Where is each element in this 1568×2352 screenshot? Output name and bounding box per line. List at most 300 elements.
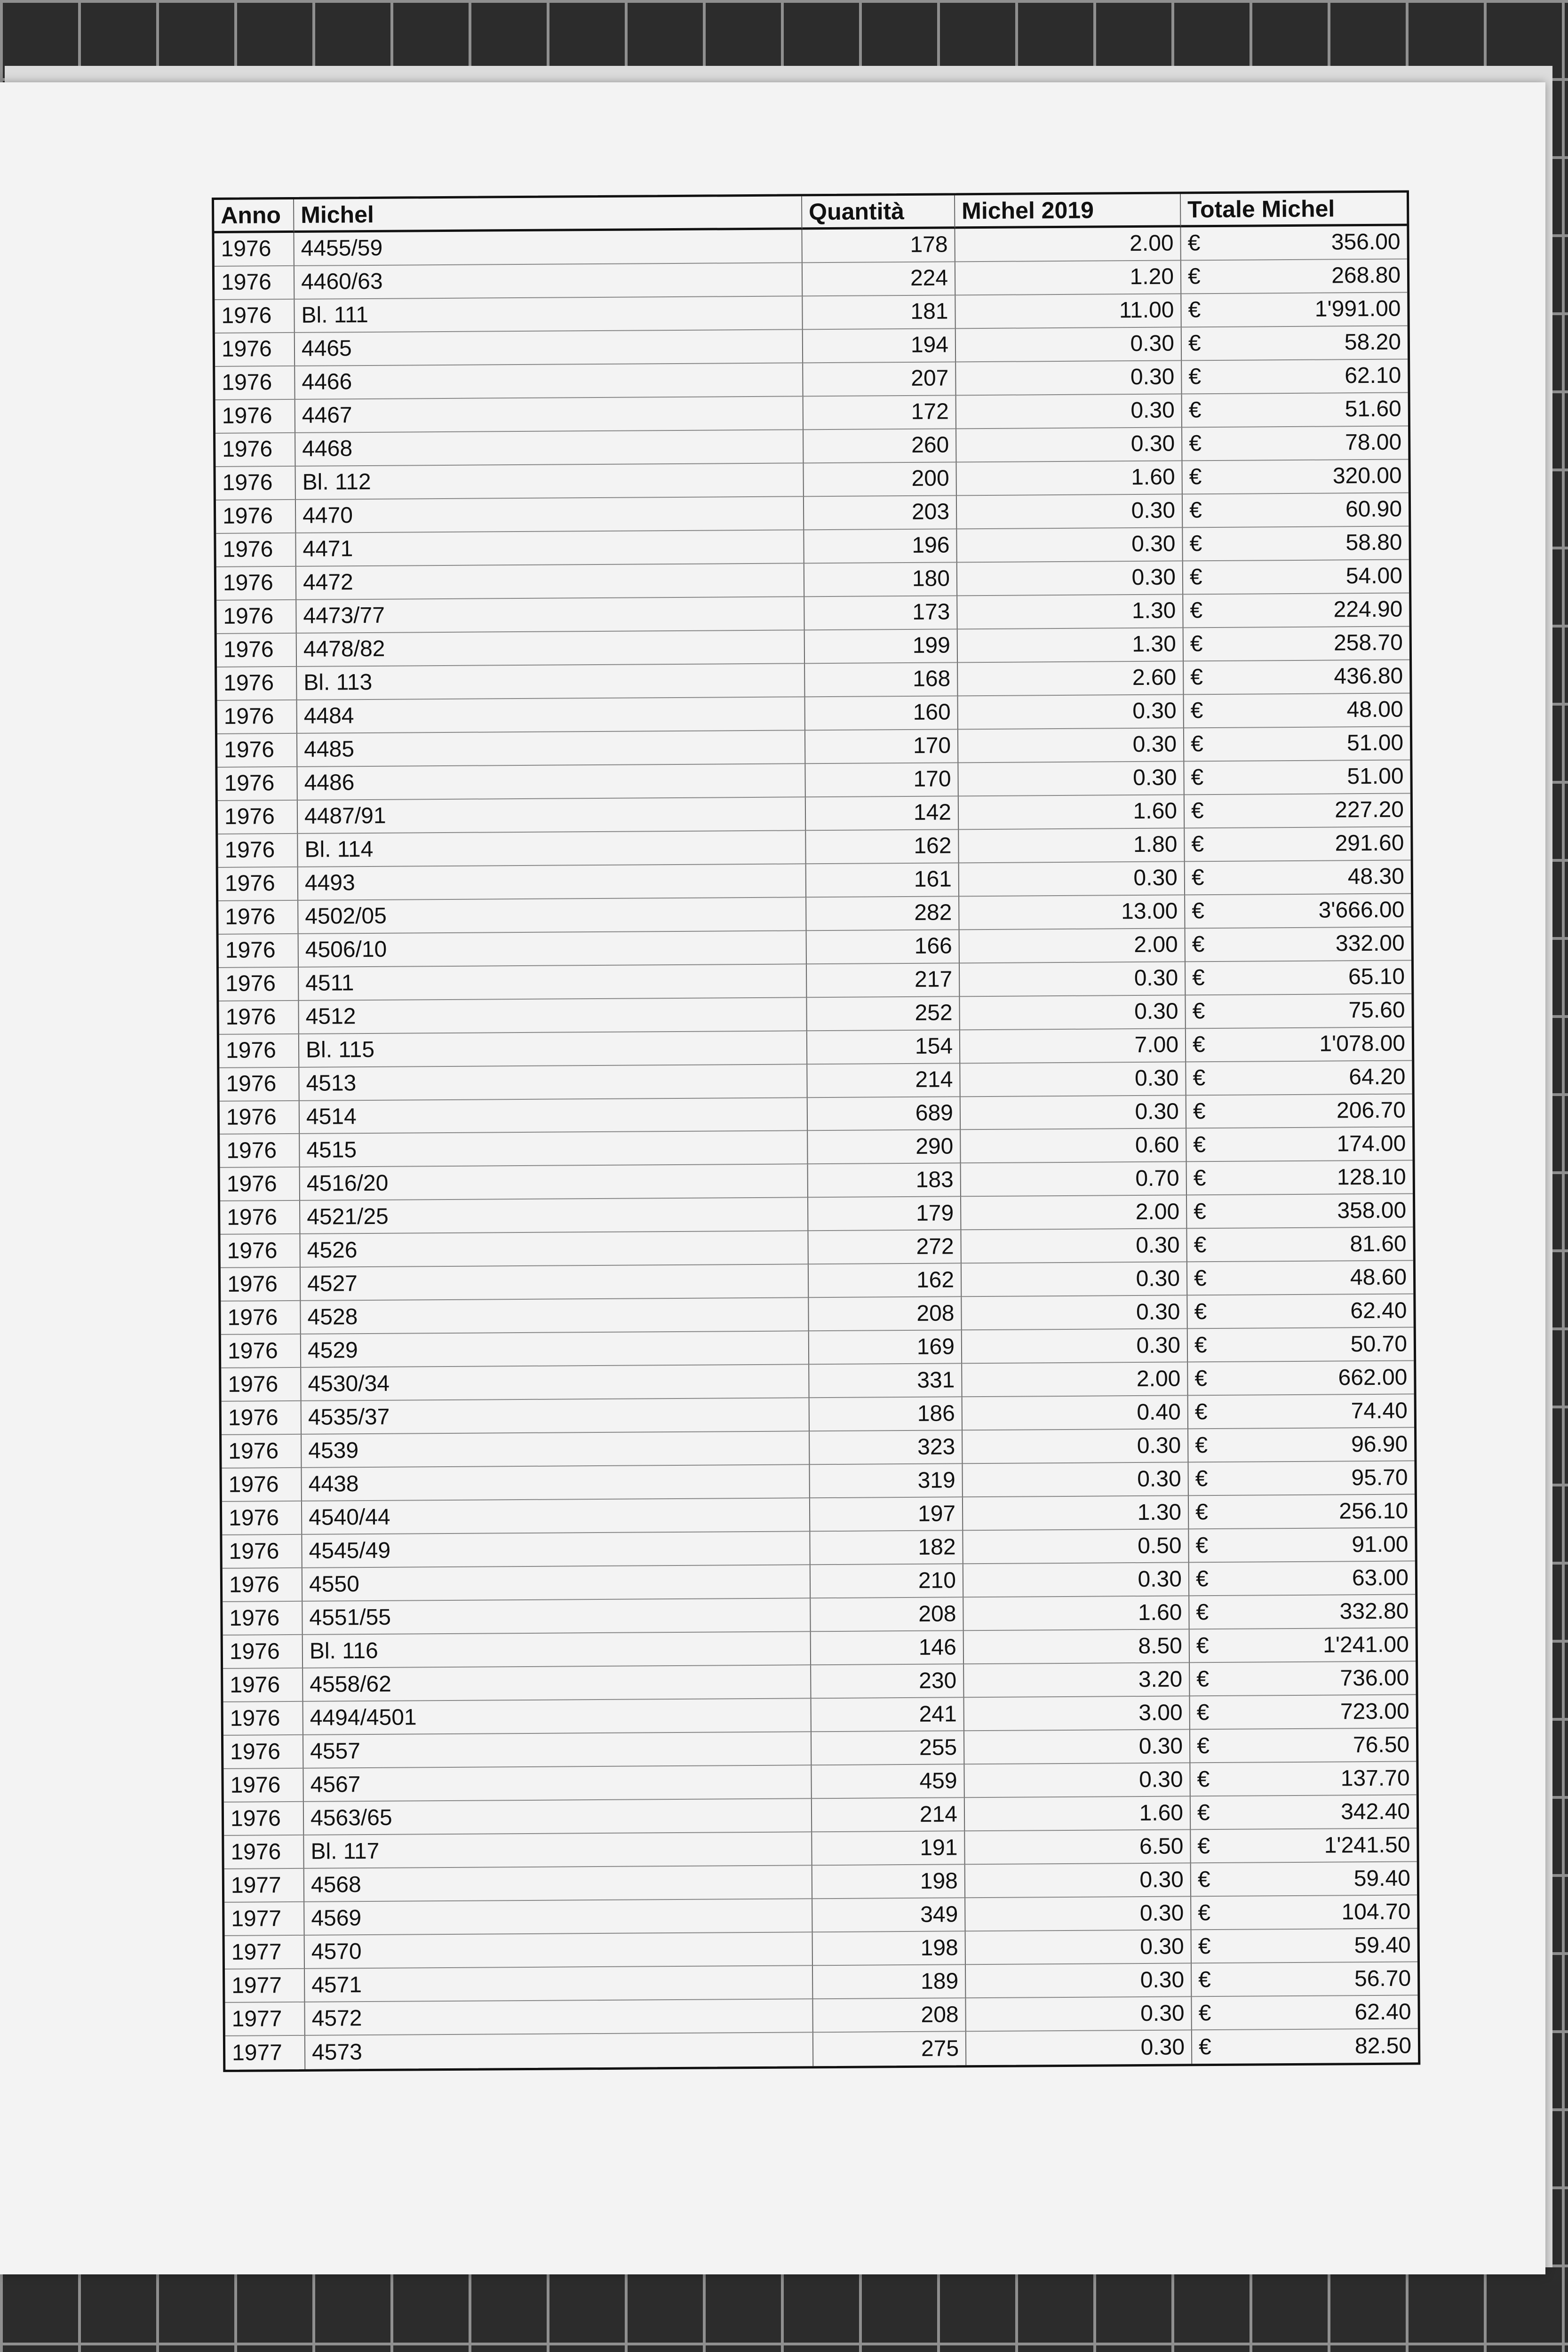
cell-quantita: 162 (806, 830, 959, 864)
total-value: 51.00 (1347, 763, 1404, 789)
total-value: 137.70 (1340, 1765, 1410, 1791)
currency-symbol: € (1197, 1867, 1210, 1892)
cell-michel: 4455/59 (294, 230, 802, 266)
cell-anno: 1977 (225, 1936, 305, 1970)
cell-anno: 1977 (225, 2002, 305, 2036)
cell-michel-2019: 0.70 (961, 1162, 1187, 1197)
cell-quantita: 197 (810, 1498, 963, 1532)
cell-michel: Bl. 112 (295, 463, 804, 500)
total-value: 224.90 (1333, 596, 1403, 622)
cell-quantita: 154 (807, 1030, 960, 1065)
cell-totale-michel (1191, 1796, 1417, 1830)
currency-symbol: € (1190, 665, 1203, 690)
currency-symbol: € (1192, 965, 1205, 991)
cell-michel: 4539 (302, 1432, 810, 1469)
cell-quantita: 241 (812, 1698, 964, 1732)
cell-anno: 1976 (217, 634, 297, 667)
cell-totale-michel (1186, 1061, 1412, 1096)
cell-anno: 1976 (221, 1268, 301, 1302)
currency-symbol: € (1190, 698, 1203, 723)
cell-totale-michel (1191, 1862, 1417, 1897)
cell-totale-michel (1190, 1695, 1416, 1730)
currency-symbol: € (1194, 1266, 1207, 1291)
cell-anno: 1976 (219, 967, 299, 1001)
currency-symbol: € (1194, 1332, 1207, 1358)
currency-symbol: € (1189, 531, 1202, 556)
cell-quantita: 181 (803, 295, 955, 330)
cell-totale-michel (1189, 1528, 1415, 1563)
currency-symbol: € (1190, 631, 1203, 657)
total-value: 174.00 (1337, 1131, 1406, 1157)
cell-anno: 1976 (216, 567, 296, 601)
total-value: 51.60 (1345, 396, 1401, 422)
cell-totale-michel (1191, 1829, 1417, 1864)
cell-totale-michel (1190, 1762, 1416, 1797)
cell-totale-michel (1187, 1228, 1413, 1263)
total-value: 268.80 (1331, 263, 1401, 288)
cell-michel: 4502/05 (298, 898, 806, 934)
cell-michel-2019: 0.30 (966, 1997, 1192, 2032)
cell-anno: 1976 (219, 1034, 299, 1068)
cell-michel-2019: 0.30 (965, 1863, 1191, 1898)
cell-totale-michel (1183, 526, 1409, 561)
cell-quantita: 142 (806, 796, 959, 831)
cell-michel-2019: 0.30 (963, 1563, 1189, 1598)
total-value: 64.20 (1349, 1064, 1406, 1090)
cell-totale-michel (1186, 1094, 1412, 1129)
cell-anno: 1976 (216, 500, 296, 534)
currency-symbol: € (1196, 1733, 1210, 1758)
cell-quantita: 282 (806, 897, 959, 931)
cell-anno: 1976 (223, 1635, 303, 1669)
currency-symbol: € (1193, 1099, 1206, 1124)
cell-anno: 1976 (216, 533, 296, 567)
cell-totale-michel (1182, 426, 1408, 461)
cell-anno: 1976 (216, 600, 296, 634)
currency-symbol: € (1195, 1499, 1208, 1525)
cell-anno: 1976 (218, 801, 298, 834)
cell-anno: 1977 (224, 1902, 304, 1936)
cell-michel-2019: 1.60 (959, 795, 1185, 830)
cell-anno: 1976 (221, 1368, 301, 1402)
cell-michel: 4466 (295, 363, 803, 400)
cell-michel-2019: 0.30 (962, 1263, 1187, 1297)
total-value: 56.70 (1354, 1966, 1411, 1991)
cell-michel: 4550 (302, 1565, 811, 1602)
cell-michel: 4471 (296, 530, 804, 567)
cell-totale-michel (1192, 1929, 1417, 1963)
cell-totale-michel (1186, 1027, 1412, 1062)
cell-totale-michel (1181, 226, 1407, 261)
cell-michel: 4468 (295, 430, 804, 467)
header-michel-2019: Michel 2019 (955, 194, 1181, 229)
cell-quantita: 272 (808, 1231, 961, 1265)
cell-michel: Bl. 114 (298, 831, 806, 867)
cell-michel: 4516/20 (300, 1165, 808, 1201)
total-value: 320.00 (1332, 463, 1402, 489)
currency-symbol: € (1195, 1533, 1209, 1558)
cell-michel-2019: 1.30 (963, 1496, 1189, 1531)
cell-quantita: 170 (805, 763, 958, 797)
cell-michel-2019: 0.30 (966, 1963, 1192, 1998)
cell-michel-2019: 1.20 (955, 261, 1181, 295)
currency-symbol: € (1198, 1967, 1211, 1992)
cell-michel-2019: 0.50 (963, 1530, 1189, 1565)
cell-anno: 1977 (224, 1869, 304, 1903)
cell-michel: 4465 (295, 330, 803, 366)
cell-anno: 1976 (223, 1769, 303, 1803)
cell-michel: 4473/77 (296, 597, 804, 634)
total-value: 91.00 (1352, 1532, 1409, 1557)
currency-symbol: € (1197, 1800, 1210, 1825)
total-value: 128.10 (1337, 1164, 1406, 1190)
total-value: 60.90 (1345, 496, 1402, 522)
cell-michel: 4571 (305, 1966, 813, 2002)
cell-quantita: 323 (810, 1431, 963, 1465)
cell-anno: 1976 (219, 1067, 299, 1101)
cell-quantita: 170 (805, 730, 958, 764)
cell-michel: 4512 (299, 998, 807, 1034)
total-value: 48.00 (1346, 697, 1403, 723)
cell-quantita: 208 (813, 1998, 966, 2033)
cell-quantita: 331 (809, 1364, 962, 1398)
total-value: 356.00 (1331, 230, 1401, 255)
cell-michel-2019: 2.00 (960, 929, 1186, 963)
cell-michel: 4557 (303, 1732, 812, 1769)
cell-anno: 1976 (222, 1468, 302, 1502)
cell-michel-2019: 0.30 (966, 1930, 1192, 1965)
currency-symbol: € (1193, 1166, 1206, 1191)
cell-totale-michel (1183, 593, 1409, 628)
cell-quantita: 203 (804, 496, 957, 530)
cell-totale-michel (1188, 1428, 1414, 1463)
currency-symbol: € (1194, 1199, 1207, 1224)
currency-symbol: € (1193, 1065, 1206, 1091)
cell-anno: 1976 (223, 1568, 302, 1602)
currency-symbol: € (1188, 297, 1201, 323)
cell-quantita: 199 (805, 629, 958, 664)
cell-anno: 1976 (217, 700, 297, 734)
cell-quantita: 173 (804, 596, 957, 630)
cell-anno: 1976 (219, 934, 299, 968)
total-value: 76.50 (1353, 1732, 1410, 1757)
header-quantita: Quantità (802, 195, 955, 230)
cell-michel: 4467 (295, 397, 804, 433)
currency-symbol: € (1189, 498, 1202, 523)
cell-quantita: 319 (810, 1464, 963, 1499)
currency-symbol: € (1194, 1366, 1208, 1391)
cell-anno: 1976 (223, 1602, 302, 1636)
total-value: 54.00 (1345, 563, 1403, 589)
cell-totale-michel (1188, 1462, 1414, 1496)
cell-michel: 4570 (305, 1932, 813, 1969)
currency-symbol: € (1189, 464, 1202, 490)
total-value: 1'241.50 (1324, 1832, 1410, 1858)
cell-anno: 1976 (215, 433, 295, 467)
total-value: 63.00 (1352, 1565, 1409, 1590)
currency-symbol: € (1197, 1833, 1210, 1859)
cell-totale-michel (1186, 927, 1411, 962)
cell-quantita: 186 (810, 1398, 963, 1432)
cell-michel: 4438 (302, 1465, 810, 1502)
total-value: 1'241.00 (1323, 1632, 1409, 1658)
cell-michel-2019: 0.30 (960, 995, 1186, 1030)
cell-quantita: 349 (812, 1898, 965, 1932)
cell-michel: 4493 (298, 864, 806, 901)
cell-anno: 1976 (215, 366, 295, 400)
currency-symbol: € (1194, 1232, 1207, 1258)
cell-michel-2019: 3.20 (964, 1663, 1190, 1698)
cell-michel: 4486 (297, 764, 805, 801)
cell-michel: Bl. 116 (303, 1632, 811, 1669)
cell-quantita: 208 (811, 1598, 963, 1632)
cell-quantita: 169 (809, 1331, 962, 1365)
cell-totale-michel (1185, 860, 1411, 895)
cell-michel: 4472 (296, 564, 804, 600)
cell-michel-2019: 0.30 (956, 327, 1182, 362)
currency-symbol: € (1193, 1132, 1206, 1158)
cell-quantita: 183 (808, 1164, 961, 1198)
total-value: 736.00 (1340, 1665, 1409, 1691)
cell-michel: 4529 (301, 1332, 809, 1368)
cell-anno: 1976 (219, 1001, 299, 1034)
cell-michel-2019: 2.00 (955, 227, 1181, 262)
cell-quantita: 182 (810, 1531, 963, 1565)
currency-symbol: € (1198, 1933, 1211, 1959)
currency-symbol: € (1194, 1299, 1207, 1325)
cell-quantita: 459 (812, 1764, 964, 1799)
cell-michel: 4460/63 (294, 263, 803, 300)
cell-michel-2019: 0.30 (963, 1463, 1188, 1498)
cell-michel-2019: 0.30 (965, 1897, 1191, 1931)
cell-michel: 4573 (305, 2033, 813, 2069)
cell-totale-michel (1186, 961, 1411, 995)
cell-anno: 1976 (215, 266, 294, 300)
cell-michel-2019: 0.30 (964, 1764, 1190, 1798)
cell-quantita: 198 (812, 1865, 965, 1899)
cell-michel: 4551/55 (302, 1599, 811, 1636)
cell-anno: 1976 (224, 1802, 304, 1836)
cell-quantita: 161 (806, 863, 959, 898)
cell-quantita: 208 (809, 1297, 962, 1332)
cell-totale-michel (1188, 1395, 1414, 1430)
total-value: 62.10 (1345, 363, 1401, 389)
total-value: 81.60 (1350, 1231, 1407, 1257)
cell-michel: 4567 (303, 1765, 812, 1802)
cell-anno: 1976 (223, 1735, 303, 1769)
total-value: 62.40 (1350, 1298, 1407, 1324)
cell-michel: 4511 (299, 964, 807, 1001)
cell-anno: 1976 (220, 1134, 300, 1168)
cell-michel-2019: 6.50 (965, 1830, 1191, 1865)
cell-totale-michel (1184, 660, 1409, 695)
cell-quantita: 168 (805, 663, 958, 697)
cell-anno: 1976 (222, 1435, 302, 1469)
cell-anno: 1976 (222, 1502, 302, 1535)
cell-michel-2019: 0.30 (957, 494, 1183, 529)
cell-anno: 1976 (223, 1702, 303, 1736)
cell-anno: 1976 (218, 834, 298, 868)
cell-anno: 1976 (215, 467, 295, 501)
cell-michel-2019: 1.60 (965, 1796, 1191, 1831)
cell-michel-2019: 0.30 (961, 1229, 1187, 1264)
cell-michel: Bl. 115 (299, 1031, 807, 1068)
currency-symbol: € (1190, 731, 1204, 757)
total-value: 51.00 (1346, 730, 1404, 756)
header-michel: Michel (294, 196, 802, 233)
cell-michel: 4530/34 (301, 1365, 809, 1402)
currency-symbol: € (1196, 1666, 1210, 1692)
cell-totale-michel (1182, 393, 1408, 428)
cell-quantita: 224 (803, 262, 955, 296)
cell-anno: 1976 (218, 901, 298, 935)
cell-michel: 4526 (300, 1232, 808, 1268)
currency-symbol: € (1198, 2000, 1211, 2026)
currency-symbol: € (1188, 364, 1202, 389)
cell-michel: 4568 (304, 1866, 812, 1902)
cell-totale-michel (1183, 560, 1409, 595)
cell-michel-2019: 0.30 (962, 1296, 1187, 1331)
total-value: 48.60 (1350, 1264, 1407, 1290)
cell-anno: 1976 (222, 1535, 302, 1569)
cell-totale-michel (1187, 1161, 1413, 1196)
cell-michel-2019: 0.30 (960, 962, 1186, 997)
cell-anno: 1976 (218, 867, 298, 901)
total-value: 358.00 (1337, 1198, 1407, 1224)
cell-totale-michel (1192, 1995, 1417, 2030)
currency-symbol: € (1196, 1633, 1209, 1658)
total-value: 82.50 (1354, 2033, 1412, 2058)
cell-anno: 1976 (223, 1669, 303, 1702)
cell-michel: 4506/10 (299, 931, 807, 968)
total-value: 436.80 (1334, 663, 1403, 689)
cell-anno: 1976 (222, 1401, 302, 1435)
cell-michel-2019: 2.00 (961, 1196, 1187, 1231)
cell-anno: 1976 (224, 1836, 304, 1869)
currency-symbol: € (1188, 397, 1202, 423)
cell-anno: 1976 (221, 1335, 301, 1368)
cell-totale-michel (1191, 1895, 1417, 1930)
cell-michel-2019: 0.30 (958, 728, 1184, 763)
cell-totale-michel (1185, 827, 1410, 862)
currency-symbol: € (1191, 832, 1204, 857)
total-value: 256.10 (1339, 1498, 1409, 1524)
cell-quantita: 200 (804, 462, 956, 497)
total-value: 206.70 (1336, 1097, 1406, 1123)
header-anno: Anno (214, 199, 294, 233)
cell-michel-2019: 3.00 (964, 1697, 1190, 1732)
total-value: 291.60 (1335, 830, 1404, 856)
currency-symbol: € (1191, 765, 1204, 790)
cell-michel-2019: 0.30 (964, 1730, 1190, 1765)
currency-symbol: € (1195, 1432, 1208, 1458)
cell-michel: 4569 (304, 1899, 812, 1936)
cell-michel-2019: 0.30 (963, 1430, 1188, 1464)
cell-michel-2019: 1.60 (963, 1597, 1189, 1631)
cell-michel: 4572 (305, 1999, 813, 2036)
cell-michel: 4558/62 (303, 1665, 811, 1702)
cell-michel: 4540/44 (302, 1499, 810, 1535)
cell-totale-michel (1186, 994, 1411, 1029)
cell-michel-2019: 0.30 (960, 1062, 1186, 1097)
cell-quantita: 191 (812, 1831, 965, 1866)
cell-quantita: 230 (811, 1664, 964, 1699)
currency-symbol: € (1195, 1566, 1209, 1592)
cell-quantita: 207 (803, 362, 956, 397)
cell-quantita: 180 (804, 563, 957, 597)
total-value: 662.00 (1338, 1365, 1408, 1391)
stamp-inventory-table (212, 190, 1420, 2072)
total-value: 50.70 (1350, 1331, 1408, 1357)
cell-anno: 1976 (215, 300, 294, 334)
cell-michel: Bl. 117 (304, 1832, 812, 1869)
currency-symbol: € (1192, 999, 1205, 1024)
cell-quantita: 194 (803, 329, 956, 363)
cell-michel-2019: 0.30 (957, 561, 1183, 596)
cell-michel: 4545/49 (302, 1532, 810, 1569)
total-value: 58.20 (1344, 329, 1401, 355)
cell-michel: 4484 (297, 697, 805, 734)
cell-quantita: 255 (812, 1731, 964, 1765)
cell-totale-michel (1182, 460, 1408, 494)
cell-michel-2019: 0.30 (958, 762, 1184, 796)
cell-quantita: 260 (804, 429, 956, 463)
cell-michel-2019: 2.60 (958, 661, 1184, 696)
cell-michel-2019: 0.30 (956, 428, 1182, 462)
currency-symbol: € (1197, 1766, 1210, 1792)
cell-michel: 4485 (297, 731, 805, 767)
cell-quantita: 178 (802, 229, 955, 263)
cell-michel-2019: 1.30 (957, 595, 1183, 629)
cell-totale-michel (1192, 2029, 1418, 2064)
header-totale-michel: Totale Michel (1181, 192, 1407, 227)
total-value: 258.70 (1333, 630, 1403, 656)
cell-michel-2019: 1.80 (959, 828, 1185, 863)
cell-michel-2019: 0.30 (956, 394, 1182, 429)
total-value: 95.70 (1351, 1465, 1408, 1491)
cell-michel: 4527 (301, 1265, 809, 1302)
cell-totale-michel (1190, 1729, 1416, 1764)
cell-michel: Bl. 113 (297, 664, 805, 700)
total-value: 48.30 (1347, 864, 1405, 890)
currency-symbol: € (1187, 230, 1201, 256)
cell-quantita: 290 (808, 1130, 961, 1165)
cell-michel-2019: 0.30 (956, 361, 1182, 396)
currency-symbol: € (1188, 331, 1201, 356)
currency-symbol: € (1192, 1032, 1205, 1057)
cell-quantita: 189 (813, 1965, 966, 1999)
currency-symbol: € (1194, 1399, 1208, 1425)
cell-quantita: 689 (808, 1097, 961, 1131)
cell-totale-michel (1185, 794, 1410, 828)
cell-anno: 1976 (220, 1168, 300, 1201)
cell-totale-michel (1184, 627, 1409, 661)
cell-michel: 4487/91 (298, 797, 806, 834)
currency-symbol: € (1196, 1599, 1209, 1625)
cell-anno: 1976 (214, 233, 294, 267)
cell-totale-michel (1184, 693, 1409, 728)
currency-symbol: € (1196, 1700, 1210, 1725)
currency-symbol: € (1189, 564, 1202, 590)
cell-totale-michel (1181, 259, 1407, 294)
cell-michel-2019: 0.30 (961, 1096, 1186, 1130)
cell-quantita: 162 (809, 1264, 962, 1298)
cell-totale-michel (1187, 1194, 1413, 1229)
cell-totale-michel (1190, 1629, 1416, 1663)
cell-anno: 1976 (217, 767, 297, 801)
total-value: 227.20 (1335, 797, 1404, 823)
cell-totale-michel (1189, 1562, 1415, 1597)
